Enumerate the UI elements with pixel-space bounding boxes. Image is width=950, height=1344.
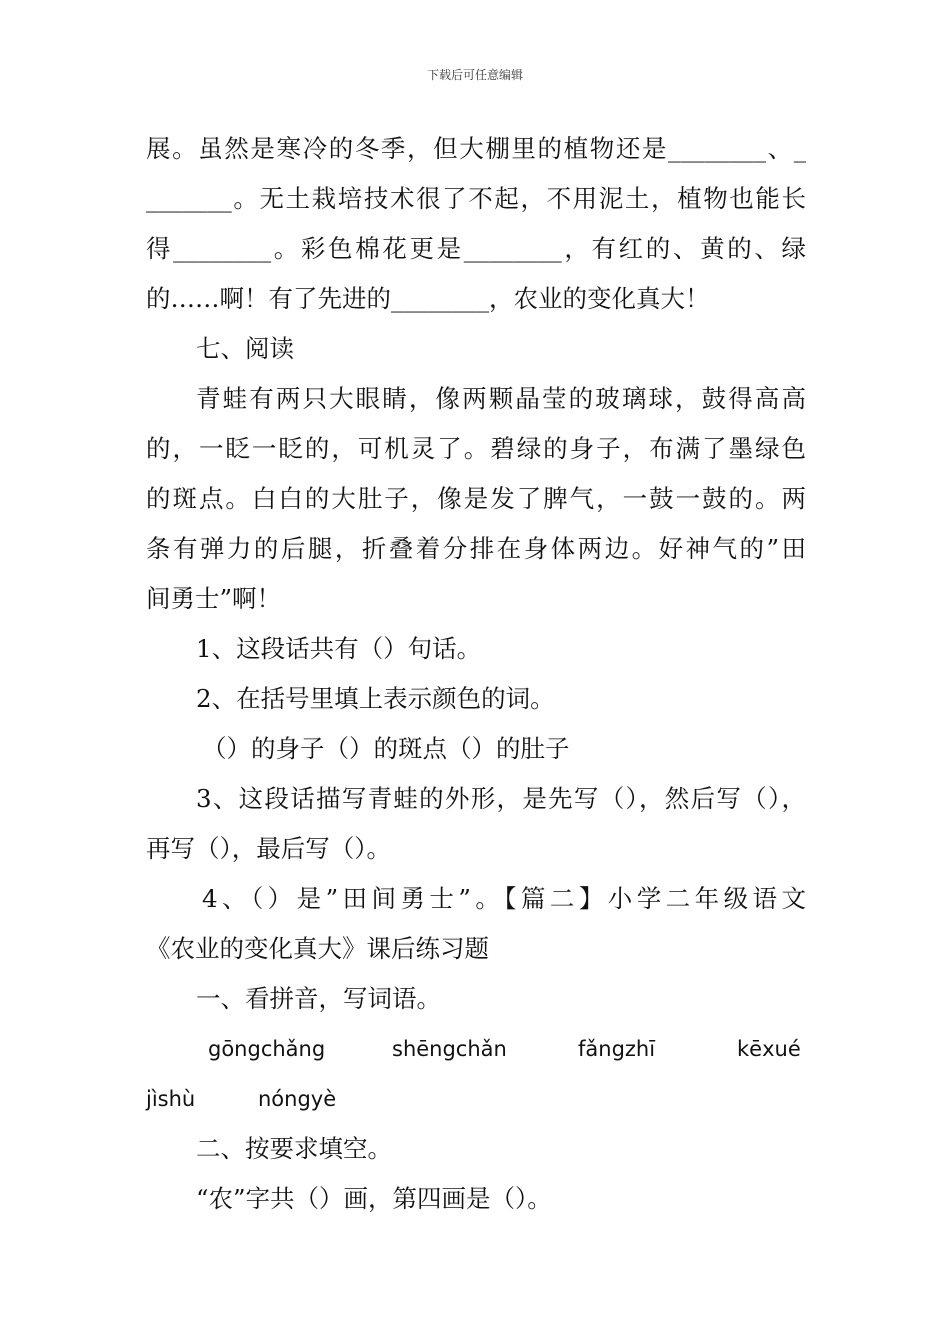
- section-heading: 二、按要求填空。: [196, 1134, 392, 1163]
- question-line: 3、这段话描写青蛙的外形，是先写（），然后写（），: [196, 784, 806, 813]
- text-line: 条有弹力的后腿，折叠着分排在身体两边。好神气的”田: [146, 534, 806, 563]
- pinyin-word: shēngchǎn: [392, 1037, 507, 1061]
- pinyin-word: fǎngzhī: [578, 1037, 656, 1061]
- title-line: 《农业的变化真大》课后练习题: [146, 934, 489, 963]
- page-header: 下载后可任意编辑: [426, 68, 523, 82]
- text-line: 的……啊！有了先进的________，农业的变化真大！: [146, 284, 710, 313]
- question-line: 2、在括号里填上表示颜色的词。: [196, 684, 555, 713]
- pinyin-word: gōngchǎng: [208, 1037, 326, 1061]
- text-line: 展。虽然是寒冷的冬季，但大棚里的植物还是________、_: [146, 134, 806, 163]
- text-line: _______。无土栽培技术很了不起，不用泥土，植物也能长: [146, 184, 806, 213]
- section-heading: 一、看拼音，写词语。: [196, 984, 441, 1013]
- text-line: 的，一眨一眨的，可机灵了。碧绿的身子，布满了墨绿色: [146, 434, 806, 463]
- question-line: 再写（），最后写（）。: [146, 834, 391, 863]
- question-line: （）的身子（）的斑点（）的肚子: [202, 734, 570, 763]
- question-line: 1、这段话共有（）句话。: [196, 634, 482, 663]
- text-line: 间勇士”啊！: [146, 584, 282, 613]
- pinyin-word: jìshù: [146, 1087, 196, 1111]
- section-heading: 七、阅读: [196, 334, 294, 363]
- text-line: 青蛙有两只大眼睛，像两颗晶莹的玻璃球，鼓得高高: [196, 384, 806, 413]
- text-line: 得________。彩色棉花更是________，有红的、黄的、绿: [146, 234, 806, 263]
- text-line: 的斑点。白白的大肚子，像是发了脾气，一鼓一鼓的。两: [146, 484, 806, 513]
- pinyin-word: kēxué: [737, 1037, 801, 1061]
- question-line: 4、（）是”田间勇士”。【篇二】小学二年级语文: [202, 884, 806, 913]
- pinyin-word: nóngyè: [258, 1087, 337, 1111]
- question-line: “农”字共（）画，第四画是（）。: [196, 1184, 552, 1213]
